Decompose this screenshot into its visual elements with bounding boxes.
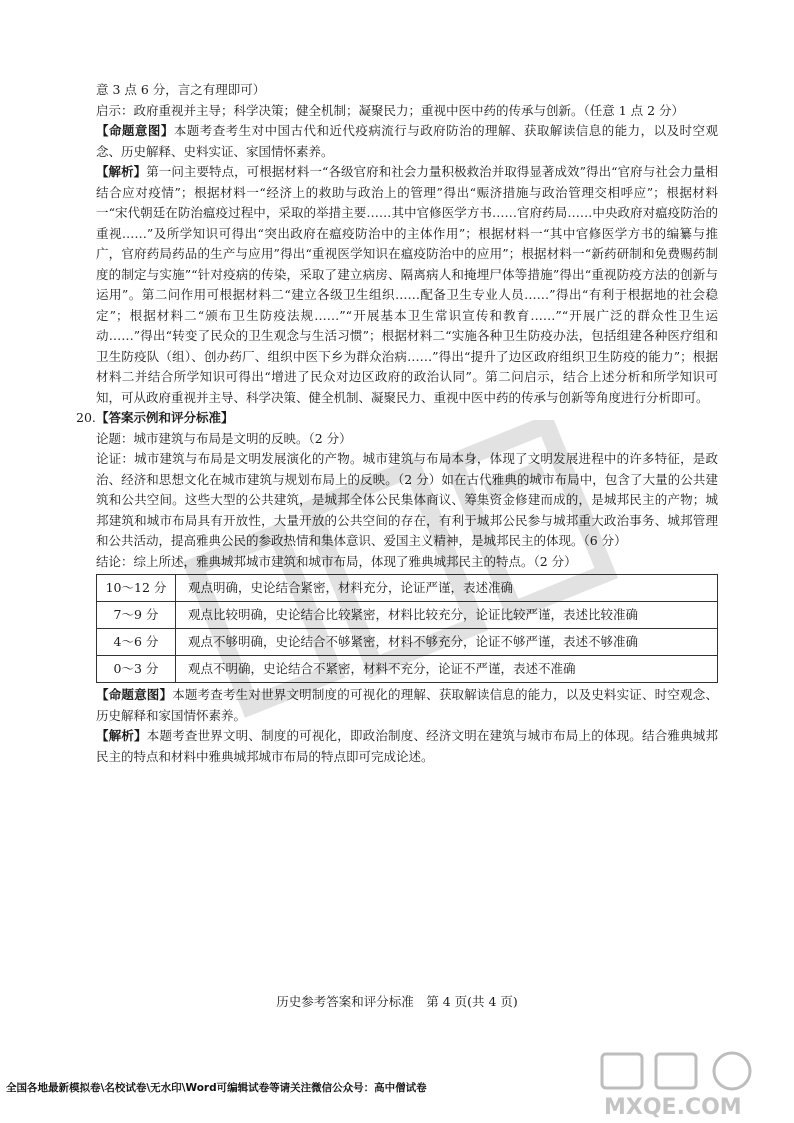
promo-banner: 全国各地最新模拟卷\名校试卷\无水印\Word可编辑试卷等请关注微信公众号：高中僧试卷 [6,1082,427,1094]
score-cell: 4～6 分 [97,629,176,656]
jiexi-tag: 【解析】 [96,728,147,743]
table-row [97,656,718,683]
score-cell: 10～12 分 [97,575,176,602]
criteria-cell: 观点不明确，史论结合不紧密，材料不充分，论证不严谨，表述不准确 [176,656,718,683]
table-row [97,629,718,656]
criteria-cell: 观点不够明确，史论结合不够紧密，材料不够充分，论证不够严谨，表述不够准确 [176,629,718,656]
score-cell: 0～3 分 [97,656,176,683]
lunti: 论题：城市建筑与布局是文明的反映。（2 分） [96,430,352,446]
paragraph-qishi: 启示：政府重视并主导；科学决策；健全机制；凝聚民力；重视中医中药的传承与创新。（任意 1 点 2 分） [96,102,685,118]
mingti-tag: 【命题意图】 [96,123,174,138]
jiexi-text: 第一问主要特点，可根据材料一“各级官府和社会力量积极救治并取得显著成效”得出“官府与社会力量相结合应对疫情”；根据材料一“经济上的救助与政治上的管理”得出“赈济措施与政治管理交相呼应”；根据材料一“宋代朝廷在防治瘟疫过程中，采取的举措主要……其中官修医学方书……官府药局……中央政府对瘟疫防治的重视……”及所学知识可得出“突出政府在瘟疫防治中的主体作用”；根据材料一“其中官修医学方书的编纂与推广，官府药局药品的生产与应用”得出“重视医学知识在瘟疫防治中的应用”；根据材料一“新药研制和免费赐药制度的制定与实施”“针对疫病的传染，采取了建立病房、隔离病人和掩埋尸体等措施”得出“重视防疫方法的创新与运用”。第二问作用可根据材料二“建立各级卫生组织……配备卫生专业人员……”得出“有利于根据地的社会稳定”；根据材料二“颁布卫生防疫法规……”“开展基本卫生常识宣传和教育……”“开展广泛的群众性卫生运动……”得出“转变了民众的卫生观念与生活习惯”；根据材料二“实施各种卫生防疫办法，包括组建各种医疗组和卫生防疫队（组）、创办药厂、组织中医下乡为群众治病……”得出“提升了边区政府组织卫生防疫的能力”；根据材料二并结合所学知识可得出“增进了民众对边区政府的政治认同”。第二问启示，结合上述分析和所学知识可知，可从政府重视并主导、科学决策、健全机制、凝聚民力、重视中医中药的传承与创新等角度进行分析即可。 [96,164,718,405]
watermark-logo [586,1050,786,1120]
question-20 [76,408,718,767]
answer-standard-tag: 【答案示例和评分标准】 [96,410,234,425]
answer-content [76,80,718,767]
mingti-text: 本题考查考生对世界文明制度的可视化的理解、获取解读信息的能力，以及史料实证、时空观念、历史解释和家国情怀素养。 [96,687,718,723]
page-footer: 历史参考答案和评分标准 第 4 页(共 4 页) [276,994,518,1009]
jiexi-tag: 【解析】 [96,164,147,179]
score-table [96,574,718,683]
jiexi-2 [96,726,718,767]
jielun: 结论：综上所述，雅典城邦城市建筑和城市布局，体现了雅典城邦民主的特点。（2 分） [96,553,577,569]
criteria-cell: 观点明确，史论结合紧密，材料充分，论证严谨，表述准确 [176,575,718,602]
question-number: 20. [76,410,96,425]
criteria-cell: 观点比较明确，史论结合比较紧密，材料比较充分，论证比较严谨，表述比较准确 [176,602,718,629]
mingti-text: 本题考查考生对中国古代和近代疫病流行与政府防治的理解、获取解读信息的能力，以及时空观念、历史解释、史料实证、家国情怀素养。 [96,123,718,159]
mingti-yitu-2 [96,685,718,726]
jiexi-text: 本题考查世界文明、制度的可视化，即政治制度、经济文明在建筑与城市布局上的体现。结合雅典城邦民主的特点和材料中雅典城邦城市布局的特点即可完成论述。 [96,728,718,764]
watermark-url: MXQE.COM [604,1095,742,1120]
score-cell: 7～9 分 [97,602,176,629]
mingti-tag: 【命题意图】 [96,687,173,702]
question-20-header [76,408,718,429]
jiexi-1 [96,162,718,408]
table-row [97,575,718,602]
paragraph-continuation: 意 3 点 6 分，言之有理即可） [96,82,266,97]
mingti-yitu-1 [96,121,718,162]
table-row [97,602,718,629]
lunzheng: 论证：城市建筑与布局是文明发展演化的产物。城市建筑与布局本身，体现了文明发展进程中的许多特征，是政治、经济和思想文化在城市建筑与规划布局上的反映。（2 分）如在古代雅典的城市布局中，包含了大量的公共建筑和公共空间。这些大型的公共建筑，是城邦全体公民集体商议、筹集资金修建而成的，是城邦民主的产物；城邦建筑和城市布局具有开放性，大量开放的公共空间的存在，有利于城邦公民参与城邦重大政治事务、城邦管理和公共活动，提高雅典公民的参政热情和集体意识、爱国主义精神，是城邦民主的体现。（6 分） [96,451,718,548]
